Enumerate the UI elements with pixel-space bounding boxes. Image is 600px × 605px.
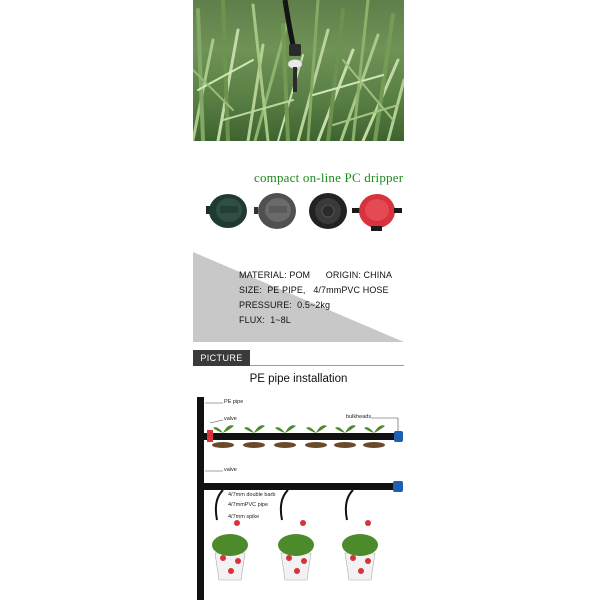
installation-title: PE pipe installation (249, 373, 348, 385)
grass-dripper-photo (193, 0, 404, 141)
label-valve-bottom: valve (224, 467, 237, 473)
dripper-section-title: compact on-line PC dripper (254, 170, 404, 185)
spec-size: SIZE: PE PIPE, 4/7mmPVC HOSE (239, 285, 389, 295)
grey-dripper-icon (254, 193, 296, 229)
label-bulkheads: bulkheads (346, 414, 372, 420)
header-divider (250, 365, 404, 366)
dripper-product-row (206, 190, 402, 232)
spec-material-origin: MATERIAL: POM ORIGIN: CHINA (239, 270, 393, 280)
spec-flux: FLUX: 1~8L (239, 315, 291, 325)
black-dripper-icon (309, 193, 347, 229)
dark-green-dripper-icon (206, 194, 247, 228)
label-spike: 4/7mm spike (228, 514, 260, 520)
spec-pressure: PRESSURE: 0.5~2kg (239, 300, 331, 310)
spec-card (193, 252, 404, 342)
label-valve-top: valve (224, 416, 237, 422)
installation-diagram (193, 393, 408, 600)
picture-tab: PICTURE (193, 350, 250, 366)
picture-section-header (193, 350, 404, 366)
label-double-barb: 4/7mm double barb (228, 492, 276, 498)
red-dripper-icon (352, 194, 402, 231)
label-pe-pipe: PE pipe (224, 399, 244, 405)
label-pvc-pipe: 4/7mmPVC pipe (228, 502, 269, 508)
